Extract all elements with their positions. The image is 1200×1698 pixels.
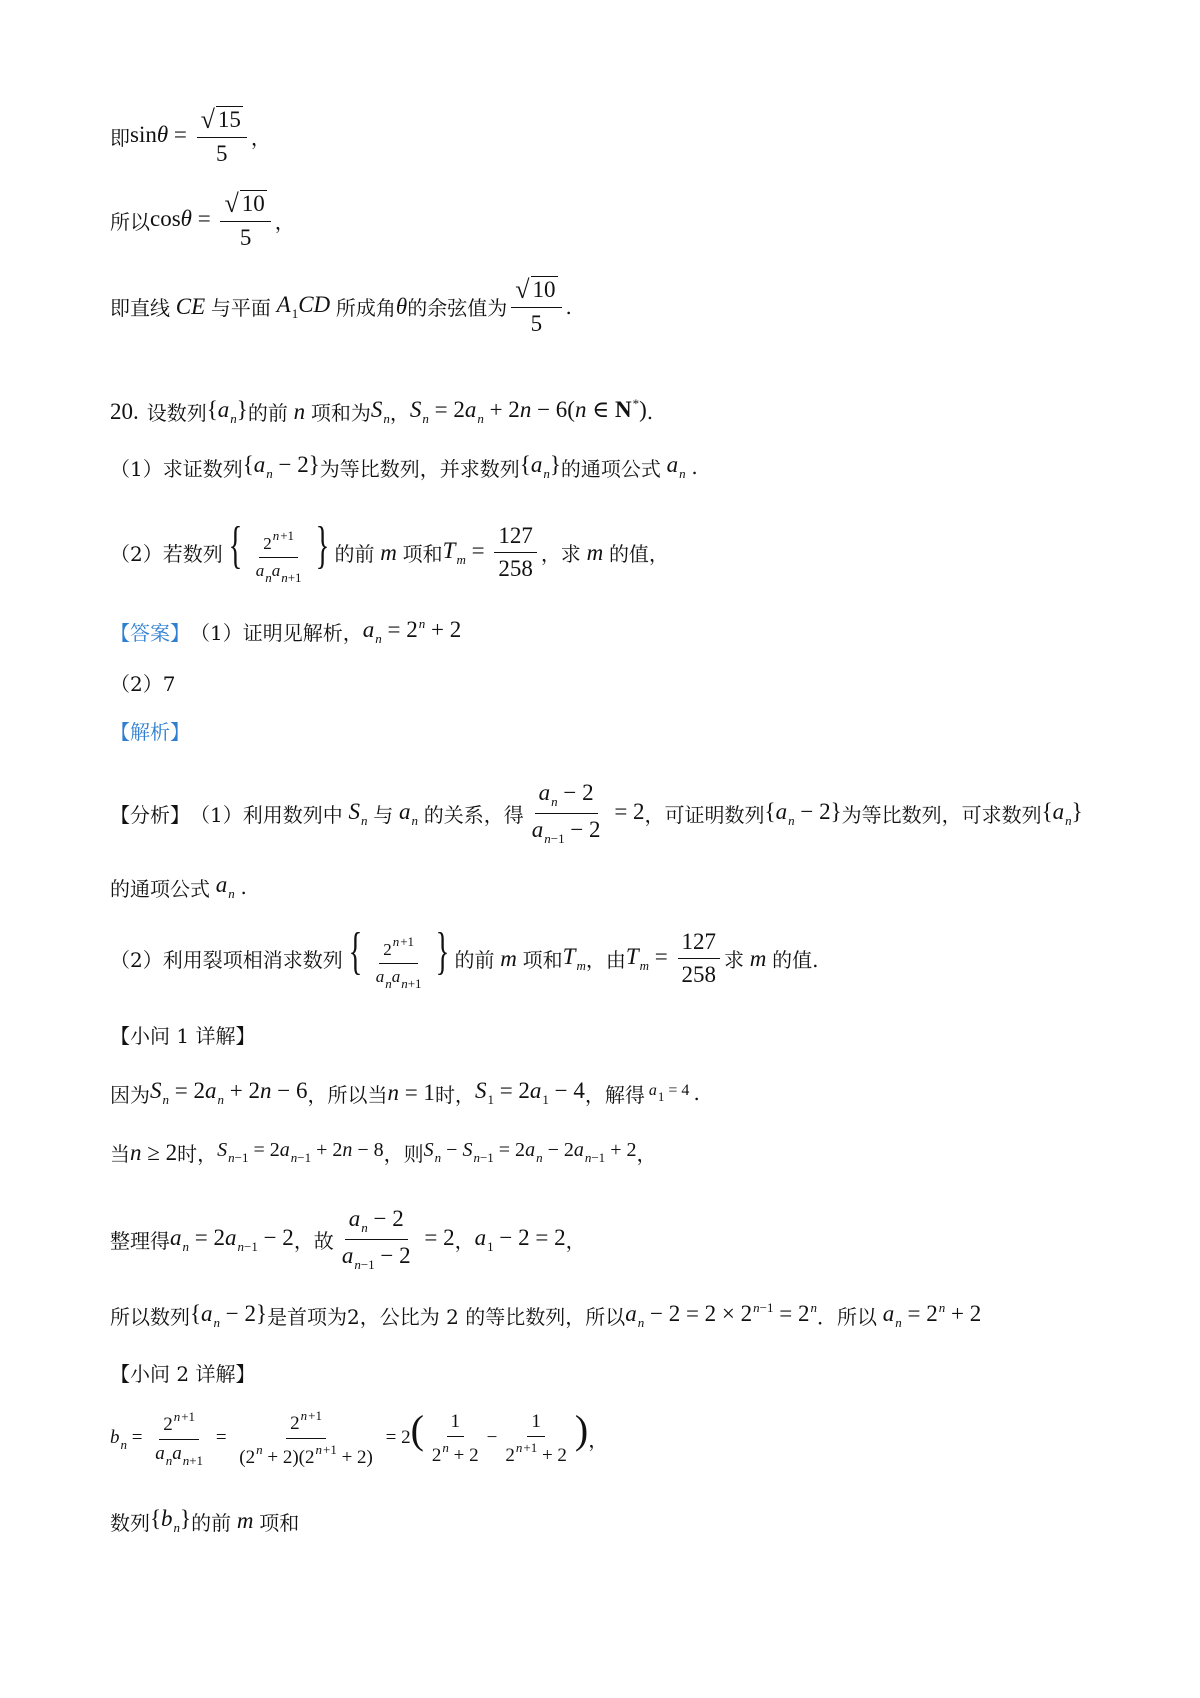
analysis-line-1 xyxy=(110,780,1083,847)
text: 与 xyxy=(373,803,394,827)
math: m xyxy=(374,539,403,565)
text: 所以 xyxy=(110,210,150,235)
text: ，求 xyxy=(540,542,581,567)
math: $S_1 = 2a_1 - 4$ xyxy=(474,1078,585,1107)
math: $T_m$ = $\frac{127}{258}$ xyxy=(443,523,541,582)
text: （1）利用数列中 xyxy=(190,803,343,827)
math: m xyxy=(744,945,773,971)
math: $a_n = 2^n + 2$ xyxy=(362,616,462,646)
text: 的余弦值为 xyxy=(407,296,508,321)
text: （2）若数列 xyxy=(110,542,223,567)
text: . xyxy=(646,399,654,424)
text: . xyxy=(240,875,247,899)
math: n ≥ 2 xyxy=(130,1139,178,1165)
text: 求 xyxy=(724,948,744,973)
text: . xyxy=(691,455,698,479)
text: 整理得 xyxy=(110,1229,170,1253)
math: $\frac{a_n - 2}{a_{n-1} - 2}$ = 2 xyxy=(341,1206,455,1272)
text: （1）求证数列 xyxy=(110,456,243,481)
analysis-line-2 xyxy=(110,872,247,902)
math: θ xyxy=(395,293,408,319)
subquestion-1 xyxy=(110,452,698,482)
math: √ 10 5 xyxy=(507,276,565,337)
text: 项和 xyxy=(259,1510,300,1535)
math: $S_n = 2a_n + 2n - 6(n$ ∈ N*) xyxy=(409,396,647,426)
math: m xyxy=(494,945,523,971)
answer-line-2 xyxy=(110,668,175,697)
math: $\frac{a_n - 2}{a_{n-1} - 2}$ = 2 xyxy=(531,780,645,846)
text: ，所以当 xyxy=(307,1082,388,1107)
math: $a_n - 2 = 2 \times 2^{n-1} = 2^n$ xyxy=(625,1300,817,1330)
math: $\{a_n - 2\}$ xyxy=(242,452,320,481)
math: $a_n$ xyxy=(215,872,235,901)
math: $T_m$ = $\frac{127}{258}$ xyxy=(626,929,724,988)
text: ， xyxy=(454,1229,475,1253)
part2-line-2 xyxy=(110,1506,299,1536)
text: ， xyxy=(636,1142,657,1166)
section-title: 【小问 2 详解】 xyxy=(110,1362,256,1386)
text: 的通项公式 xyxy=(560,456,661,481)
answer-line-1 xyxy=(110,616,461,647)
text: 的前 xyxy=(247,401,288,425)
math: $a_n$ xyxy=(398,798,418,828)
text: 数列 xyxy=(110,1510,150,1535)
line-cos-theta xyxy=(110,190,295,251)
text: 项和 xyxy=(522,948,563,973)
math: $\{a_n\}$ xyxy=(206,396,248,426)
text: . xyxy=(565,294,572,319)
part2-line-1 xyxy=(110,1408,608,1469)
text: 的前 xyxy=(191,1510,232,1535)
math: m xyxy=(231,1508,260,1533)
math: { $\frac{2^{n+1}}{a_na_{n+1}}$ } xyxy=(348,923,449,991)
text: 即 xyxy=(110,126,130,151)
math: $a_1 - 2 = 2$ xyxy=(474,1224,566,1254)
text: ，故 xyxy=(293,1229,334,1253)
text: （1）证明见解析， xyxy=(190,621,363,645)
analysis-line-3 xyxy=(110,923,819,992)
text: 的值， xyxy=(608,542,669,567)
math: CE xyxy=(170,293,211,319)
part1-line-4 xyxy=(110,1300,981,1331)
math: { $\frac{2^{n+1}}{a_na_{n+1}}$ } xyxy=(228,517,329,585)
text: ．所以 xyxy=(816,1305,877,1329)
subquestion-2 xyxy=(110,517,669,586)
formula-sin-theta: sinθ = √ 15 5 xyxy=(130,106,251,167)
problem-20 xyxy=(110,396,653,427)
text: 的前 xyxy=(454,948,495,973)
text: 与平面 xyxy=(210,296,271,321)
text: . xyxy=(693,1081,700,1105)
math: $a_n = 2^n + 2$ xyxy=(882,1300,982,1330)
math: n = 1 xyxy=(387,1080,435,1105)
math: $a_n = 2a_{n-1} - 2$ xyxy=(170,1224,294,1254)
math: $b_n$ = $\frac{2^{n+1}}{a_na_{n+1}}$ = $\frac{2^{n+1}}{(2^n + 2)(2^{n+1} + 2)}$ = 2( $\frac{1}{2^n + 2}$ − $\frac{1}{2^{n+1} + 2}$ ) xyxy=(110,1406,589,1468)
analysis-section-label: 【分析】 xyxy=(110,803,190,827)
analysis-label: 【解析】 xyxy=(110,720,190,744)
math: $S_n = 2a_n + 2n - 6$ xyxy=(150,1078,308,1107)
math: $S_n$ xyxy=(348,798,368,828)
text: 所成角 xyxy=(335,296,396,321)
math: $\{a_n - 2\}$ xyxy=(764,798,842,828)
text: 为等比数列，可求数列 xyxy=(841,803,1042,827)
text: （2）7 xyxy=(110,672,176,696)
part1-line-2 xyxy=(110,1138,656,1167)
text: ，解得 xyxy=(584,1082,645,1107)
math: $\{a_n - 2\}$ xyxy=(190,1300,268,1330)
text: ， xyxy=(588,1428,609,1452)
text: ， xyxy=(565,1229,586,1253)
text: 项和 xyxy=(402,542,443,567)
problem-number: 20. xyxy=(110,398,139,424)
text: 是首项为2，公比为 2 的等比数列，所以 xyxy=(267,1305,626,1329)
text: 项和为 xyxy=(310,401,371,425)
text: 当 xyxy=(110,1142,130,1166)
math: $\{b_n\}$ xyxy=(150,1506,192,1535)
line-sin-theta xyxy=(110,106,271,167)
formula-cos-theta: cosθ = √ 10 5 xyxy=(150,190,275,251)
math: $a_1 = 4$ xyxy=(648,1081,694,1104)
math: $\{a_n\}$ xyxy=(519,452,561,481)
math: m xyxy=(580,539,609,565)
text: 的通项公式 xyxy=(110,876,210,901)
math: $S_n$ xyxy=(370,396,390,426)
math: n xyxy=(287,398,311,424)
answer-label: 【答案】 xyxy=(110,621,190,645)
math: $T_m$ xyxy=(562,943,586,973)
text: 的值. xyxy=(772,948,819,973)
text: 因为 xyxy=(110,1082,150,1107)
text: ， xyxy=(389,401,410,425)
text: 即直线 xyxy=(110,296,170,321)
text: 为等比数列，并求数列 xyxy=(319,456,520,481)
text: ，由 xyxy=(585,948,626,973)
math: $S_n - S_{n-1} = 2a_n - 2a_{n-1} + 2$ xyxy=(423,1139,637,1165)
text: （2）利用裂项相消求数列 xyxy=(110,948,343,973)
text: 所以数列 xyxy=(110,1305,190,1329)
analysis-heading xyxy=(110,716,190,745)
part1-title xyxy=(110,1020,255,1049)
text: ， xyxy=(250,126,271,151)
text: 设数列 xyxy=(146,401,207,425)
math: $\{a_n\}$ xyxy=(1041,798,1083,828)
part1-line-1 xyxy=(110,1078,700,1108)
part1-line-3 xyxy=(110,1206,586,1273)
text: 时， xyxy=(177,1142,218,1166)
part2-title xyxy=(110,1358,255,1387)
text: ，可证明数列 xyxy=(644,803,765,827)
text: ，则 xyxy=(383,1142,424,1166)
text: 时， xyxy=(434,1082,475,1107)
math: $S_{n-1} = 2a_{n-1} + 2n - 8$ xyxy=(217,1139,384,1165)
math: $a_n$ xyxy=(666,452,686,481)
text: 的关系，得 xyxy=(423,803,524,827)
section-title: 【小问 1 详解】 xyxy=(110,1024,256,1048)
text: 的前 xyxy=(334,542,375,567)
math: $A_1CD$ xyxy=(270,291,336,321)
line-conclusion xyxy=(110,276,572,337)
text: ， xyxy=(274,210,295,235)
